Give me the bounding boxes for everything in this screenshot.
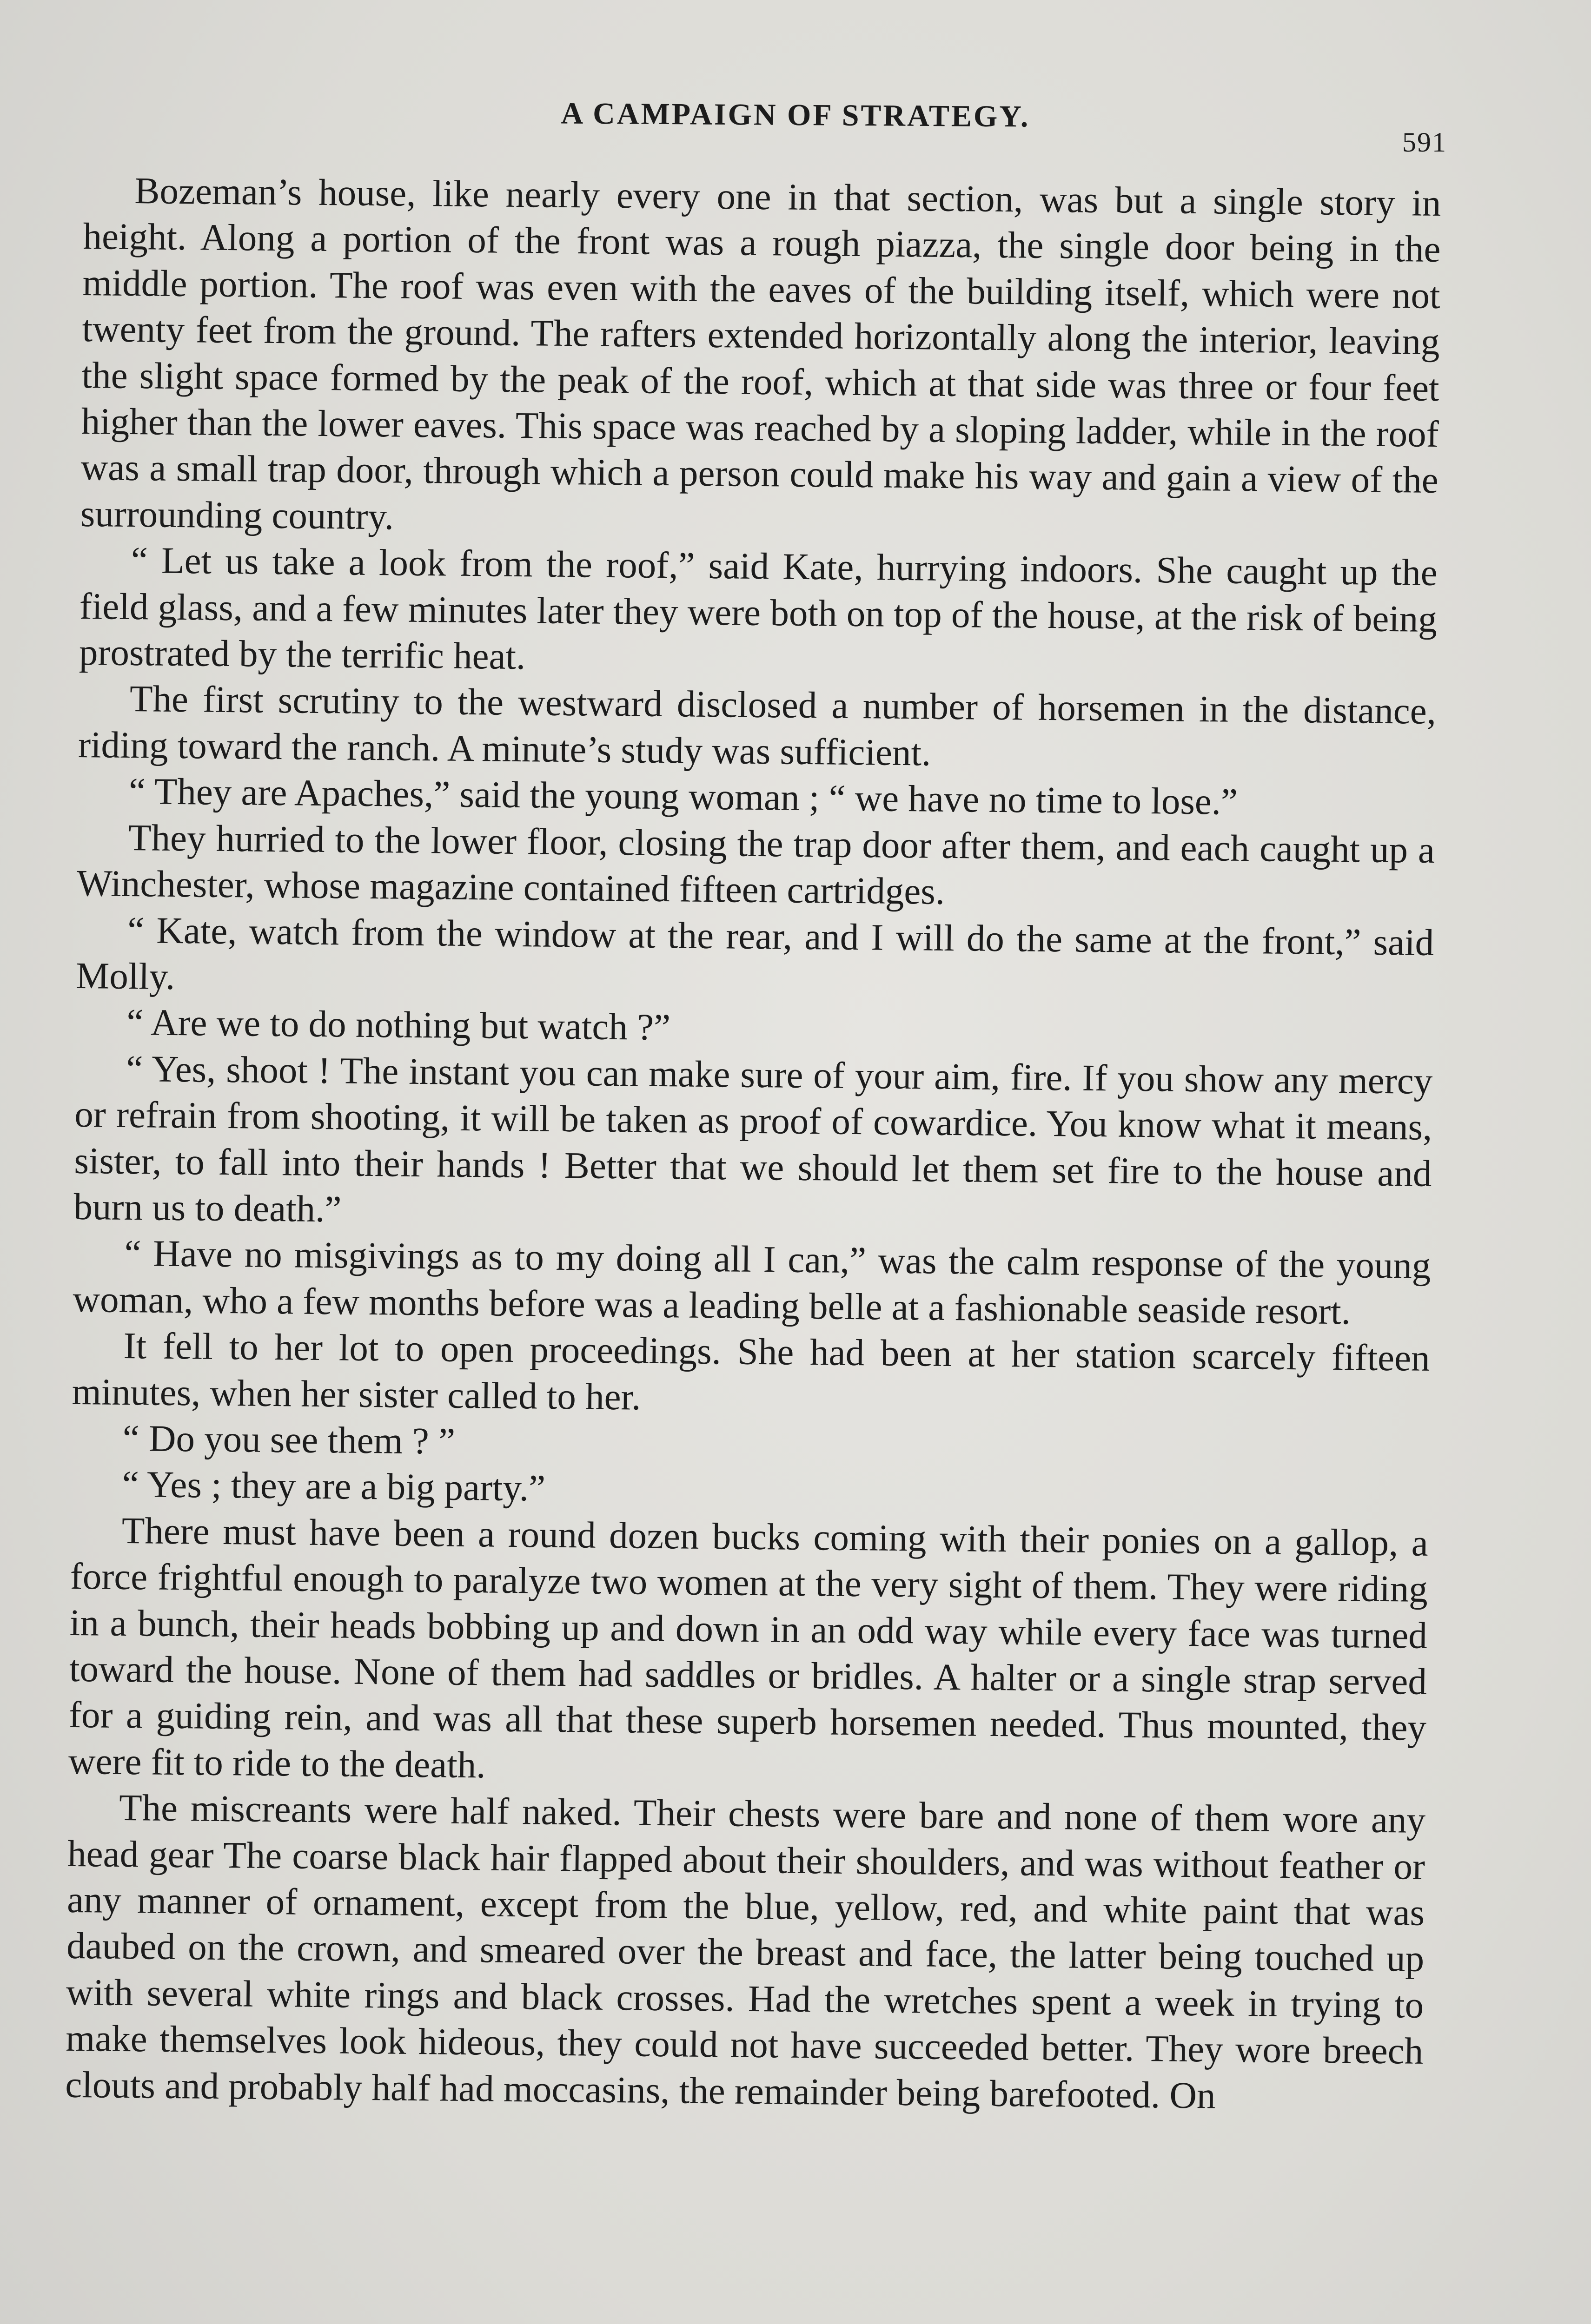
page-header — [0, 93, 1591, 158]
paragraph: They hurried to the lower floor, closing the trap door after them, and each caught up a Winchester, whose magazine contained fifteen cartridges. — [76, 816, 1435, 912]
paragraph: The first scrutiny to the westward disclosed a number of horsemen in the distance, riding toward the ranch. A minute’s study was sufficient. — [78, 678, 1437, 774]
paragraph: “ Yes, shoot ! The instant you can make sure of your aim, fire. If you show any mercy or refrain from shooting, it will be taken as proof of cowardice. You know what it means, sister, to fall into their hands ! Better that we should let them set fire to the house and burn us to death.” — [73, 1047, 1433, 1230]
paragraph: There must have been a round dozen bucks coming with their ponies on a gallop, a force frightful enough to paralyze two women at the very sight of them. They were riding in a bunch, their heads bobbing up and down in an odd way while every face was turned toward the house. None of them had saddles or bridles. A halter or a single strap served for a guiding rein, and was all that these superb horsemen needed. Thus mounted, they were fit to ride to the death. — [68, 1509, 1429, 1786]
paragraph: The miscreants were half naked. Their chests were bare and none of them wore any head gear The coarse black hair flapped about their shoulders, and was without feather or any manner of ornament, except from the blue, yellow, red, and white paint that was daubed on the crown, and smeared over the breast and face, the latter being touched up with several white rings and black crosses. Had the wretches spent a week in trying to make themselves look hideous, they could not have succeeded better. They wore breech clouts and probably half had moccasins, the remainder being barefooted. On — [65, 1787, 1426, 2117]
paragraph: “ Let us take a look from the roof,” said Kate, hurrying indoors. She caught up the field glass, and a few minutes later they were both on top of the house, at the risk of being prostrated by the terrific heat. — [79, 539, 1438, 678]
paragraph: “ Do you see them ? ” — [122, 1417, 456, 1462]
paragraph: “ Have no misgivings as to my doing all I can,” was the calm response of the young woman, who a few months before was a leading belle at a fashionable seaside resort. — [73, 1232, 1431, 1333]
paragraph: “ Kate, watch from the window at the rear, and I will do the same at the front,” said Molly. — [75, 909, 1434, 997]
paragraph: It fell to her lot to open proceedings. She had been at her station scarcely fifteen minutes, when her sister called to her. — [72, 1325, 1430, 1418]
running-title: A CAMPAIGN OF STRATEGY. — [561, 96, 1030, 134]
page-number: 591 — [1402, 127, 1447, 158]
paragraph: “ They are Apaches,” said the young woman ; “ we have no time to lose.” — [128, 770, 1238, 823]
paragraph: “ Are we to do nothing but watch ?” — [126, 1001, 671, 1049]
body-text — [65, 167, 1441, 2121]
paragraph: “ Yes ; they are a big party.” — [122, 1463, 546, 1510]
paragraph: Bozeman’s house, like nearly every one in that section, was but a single story in height. Along a portion of the front was a rough piazza, the single door being in the middle portion. The roof was even with the eaves of the building itself, which were not twenty feet from the ground. The rafters extended horizontally along the interior, leaving the slight space formed by the peak of the roof, which at that side was three or four feet higher than the lower eaves. This space was reached by a sloping ladder, while in the roof was a small trap door, through which a person could make his way and gain a view of the surrounding country. — [80, 170, 1441, 538]
